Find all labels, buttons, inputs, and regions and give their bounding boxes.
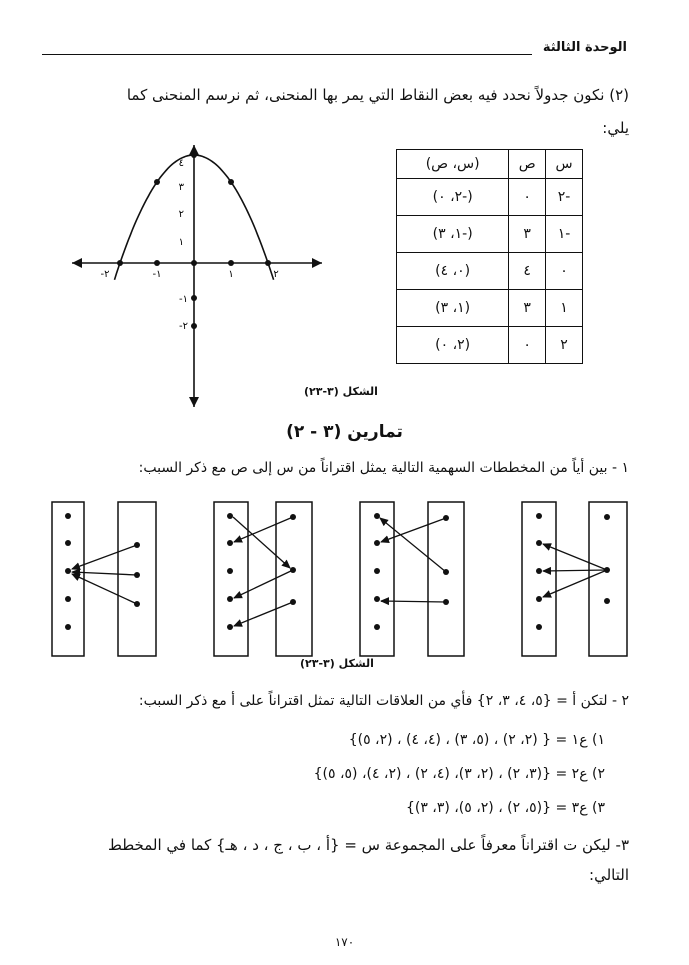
table-cell: (١، ٣) <box>397 290 509 327</box>
arrow-diagram-4 <box>522 502 627 656</box>
y-tick-label: ٢ <box>178 209 184 220</box>
relation-3: ٣) ع٣ = {(٥، ٢) ، (٢، ٥)، (٣، ٣)} <box>405 800 605 816</box>
x-axis-right-arrow <box>312 258 322 268</box>
arrow-diagram-3 <box>360 502 464 656</box>
table-header-cell: (س، ص) <box>397 150 509 179</box>
y-axis-point <box>191 323 197 329</box>
question-3-line-2: التالي: <box>589 866 629 884</box>
table-cell: ٣ <box>509 290 546 327</box>
arrow-diagram-2 <box>214 502 312 656</box>
y-tick-label: ٤ <box>178 158 184 169</box>
mapping-arrow <box>234 602 293 626</box>
intro-line-1: (٢) نكون جدولاً نحدد فيه بعض النقاط التي يمر بها المنحنى، ثم نرسم المنحنى كما <box>126 86 629 104</box>
graph-caption: الشكل (٣-٢٣) <box>304 385 378 398</box>
arrow-diagram-1 <box>52 502 156 656</box>
y-tick-label: ٣ <box>178 182 184 193</box>
diagrams-caption: الشكل (٣-٢٣) <box>300 657 374 670</box>
mapping-arrow <box>381 601 446 602</box>
relation-1: ١) ع١ = { (٢، ٢) ، (٥، ٣) ، (٤، ٤) ، (٢، ٥)} <box>348 732 605 748</box>
mapping-arrow <box>381 518 446 542</box>
page-number: ١٧٠ <box>334 935 355 949</box>
arrow-diagrams <box>0 490 689 670</box>
mapping-arrow <box>72 572 137 575</box>
table-header-row <box>397 150 583 179</box>
section-title: تمارين (٣ - ٢) <box>286 422 403 442</box>
table-row <box>397 327 583 364</box>
mapping-arrow <box>233 517 290 568</box>
intro-line-2: يلي: <box>602 119 629 137</box>
mapping-arrow <box>543 570 607 597</box>
question-1-text: ١ - بين أياً من المخططات السهمية التالية يمثل اقتراناً من س إلى ص مع ذكر السبب: <box>138 460 629 476</box>
mapping-arrow <box>234 517 293 542</box>
table-cell: (-٢، ٠) <box>397 179 509 216</box>
domain-box <box>52 502 84 656</box>
y-tick-label: -٢ <box>179 321 188 332</box>
table-cell: -١ <box>546 216 583 253</box>
codomain-box <box>589 502 627 656</box>
table-cell: ٠ <box>546 253 583 290</box>
mapping-arrow <box>72 545 137 569</box>
table-cell: -٢ <box>546 179 583 216</box>
y-axis-point <box>191 295 197 301</box>
x-axis-point <box>228 260 234 266</box>
table-row <box>397 216 583 253</box>
question-3-line-1: ٣- ليكن ت اقتراناً معرفاً على المجموعة س = {أ ، ب ، ج ، د ، هـ} كما في المخطط <box>108 836 629 854</box>
mapping-arrow <box>72 574 137 604</box>
header-rule <box>42 54 532 55</box>
curve-point <box>191 152 197 158</box>
table-cell: ٣ <box>509 216 546 253</box>
table-header-cell: س <box>546 150 583 179</box>
table-row <box>397 253 583 290</box>
curve-point <box>154 179 160 185</box>
x-tick-label: ٢ <box>273 269 279 280</box>
y-axis-bottom-arrow <box>189 397 199 407</box>
table-cell: ٠ <box>509 327 546 364</box>
x-axis-point <box>191 260 197 266</box>
curve-point <box>228 179 234 185</box>
mapping-arrow <box>543 570 607 571</box>
relation-2: ٢) ع٢ = {(٣، ٢) ، (٢، ٣)، (٤، ٢) ، (٢، ٤)، (٥، ٥)} <box>313 766 605 782</box>
codomain-box <box>428 502 464 656</box>
codomain-box <box>118 502 156 656</box>
curve-point <box>117 260 123 266</box>
table-cell: ٢ <box>546 327 583 364</box>
x-tick-label: -٢ <box>100 269 110 280</box>
parabola-graph <box>60 135 340 415</box>
y-tick-label: -١ <box>179 294 188 305</box>
table-cell: ٠ <box>509 179 546 216</box>
question-2-text: ٢ - لتكن أ = {٥، ٤، ٣، ٢} فأي من العلاقات التالية تمثل اقتراناً على أ مع ذكر السبب: <box>138 693 629 709</box>
domain-box <box>522 502 556 656</box>
codomain-box <box>276 502 312 656</box>
table-cell: (-١، ٣) <box>397 216 509 253</box>
table-row <box>397 290 583 327</box>
mapping-arrow <box>380 518 446 572</box>
y-tick-label: ١ <box>178 237 184 248</box>
table-cell: ٤ <box>509 253 546 290</box>
x-tick-label: ١ <box>228 269 234 280</box>
table-cell: (٠، ٤) <box>397 253 509 290</box>
unit-title: الوحدة الثالثة <box>542 40 627 55</box>
table-cell: ١ <box>546 290 583 327</box>
x-tick-label: -١ <box>152 269 162 280</box>
table-cell: (٢، ٠) <box>397 327 509 364</box>
mapping-arrow <box>234 570 293 598</box>
table-header-cell: ص <box>509 150 546 179</box>
x-axis-left-arrow <box>72 258 82 268</box>
curve-point <box>265 260 271 266</box>
table-row <box>397 179 583 216</box>
points-table <box>396 149 583 364</box>
mapping-arrow <box>543 544 607 570</box>
x-axis-point <box>154 260 160 266</box>
